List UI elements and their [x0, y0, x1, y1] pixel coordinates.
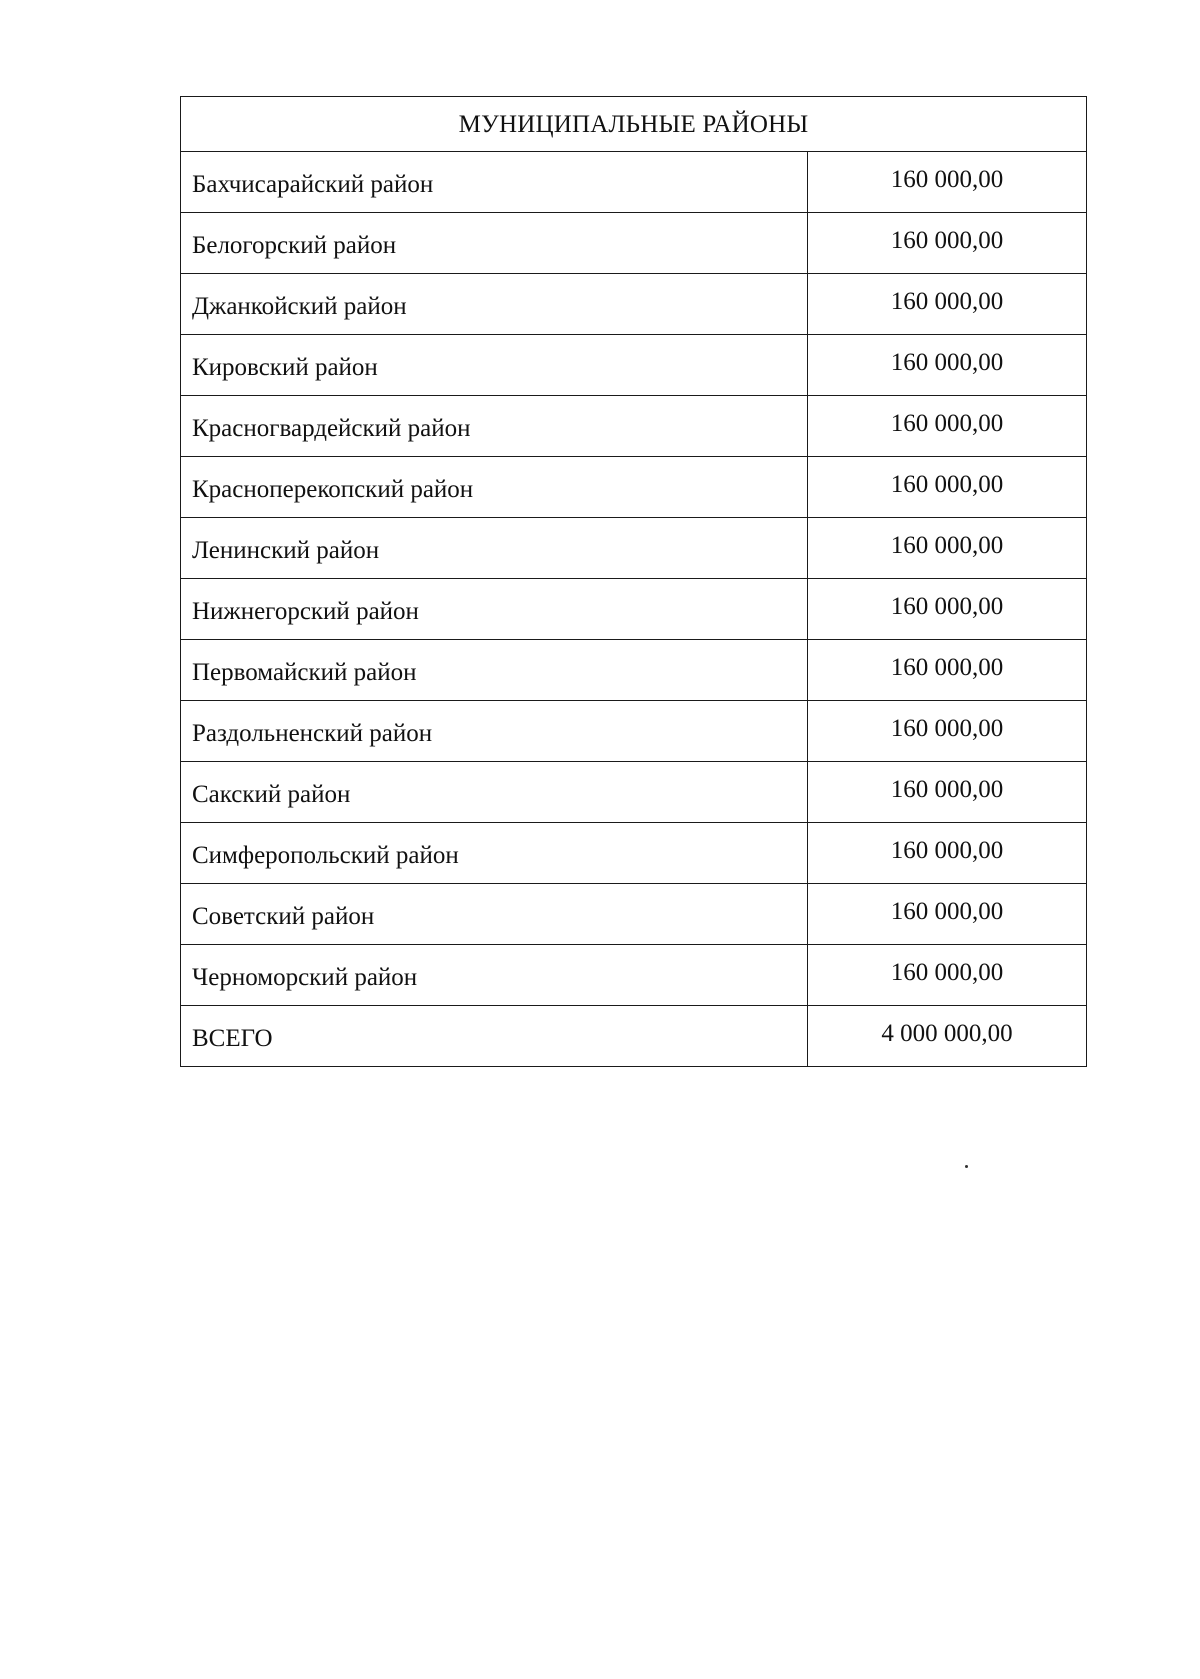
table-row — [181, 518, 1087, 579]
table-total-row — [181, 1006, 1087, 1067]
district-name: Джанкойский район — [181, 274, 808, 335]
district-amount: 160 000,00 — [808, 152, 1087, 213]
district-name: Симферопольский район — [181, 823, 808, 884]
table-row — [181, 762, 1087, 823]
district-amount: 160 000,00 — [808, 640, 1087, 701]
district-name: Раздольненский район — [181, 701, 808, 762]
total-amount: 4 000 000,00 — [808, 1006, 1087, 1067]
district-amount: 160 000,00 — [808, 884, 1087, 945]
table-header: МУНИЦИПАЛЬНЫЕ РАЙОНЫ — [181, 97, 1087, 152]
district-amount: 160 000,00 — [808, 579, 1087, 640]
district-name: Нижнегорский район — [181, 579, 808, 640]
district-name: Белогорский район — [181, 213, 808, 274]
table-row — [181, 213, 1087, 274]
district-amount: 160 000,00 — [808, 213, 1087, 274]
district-amount: 160 000,00 — [808, 335, 1087, 396]
table-row — [181, 457, 1087, 518]
table-row — [181, 396, 1087, 457]
table-row — [181, 152, 1087, 213]
table-row — [181, 823, 1087, 884]
district-amount: 160 000,00 — [808, 701, 1087, 762]
scan-speck — [965, 1165, 968, 1168]
district-name: Красногвардейский район — [181, 396, 808, 457]
district-amount: 160 000,00 — [808, 945, 1087, 1006]
district-name: Бахчисарайский район — [181, 152, 808, 213]
district-name: Сакский район — [181, 762, 808, 823]
table-row — [181, 884, 1087, 945]
table-row — [181, 579, 1087, 640]
district-amount: 160 000,00 — [808, 274, 1087, 335]
district-name: Черноморский район — [181, 945, 808, 1006]
table-header-row — [181, 97, 1087, 152]
total-label: ВСЕГО — [181, 1006, 808, 1067]
table-row — [181, 274, 1087, 335]
district-name: Ленинский район — [181, 518, 808, 579]
district-amount: 160 000,00 — [808, 518, 1087, 579]
table-row — [181, 701, 1087, 762]
district-amount: 160 000,00 — [808, 396, 1087, 457]
district-name: Советский район — [181, 884, 808, 945]
table-row — [181, 335, 1087, 396]
table-row — [181, 640, 1087, 701]
table-row — [181, 945, 1087, 1006]
district-name: Кировский район — [181, 335, 808, 396]
municipal-districts-table — [180, 96, 1087, 1067]
district-name: Красноперекопский район — [181, 457, 808, 518]
district-amount: 160 000,00 — [808, 762, 1087, 823]
district-amount: 160 000,00 — [808, 457, 1087, 518]
district-name: Первомайский район — [181, 640, 808, 701]
district-amount: 160 000,00 — [808, 823, 1087, 884]
